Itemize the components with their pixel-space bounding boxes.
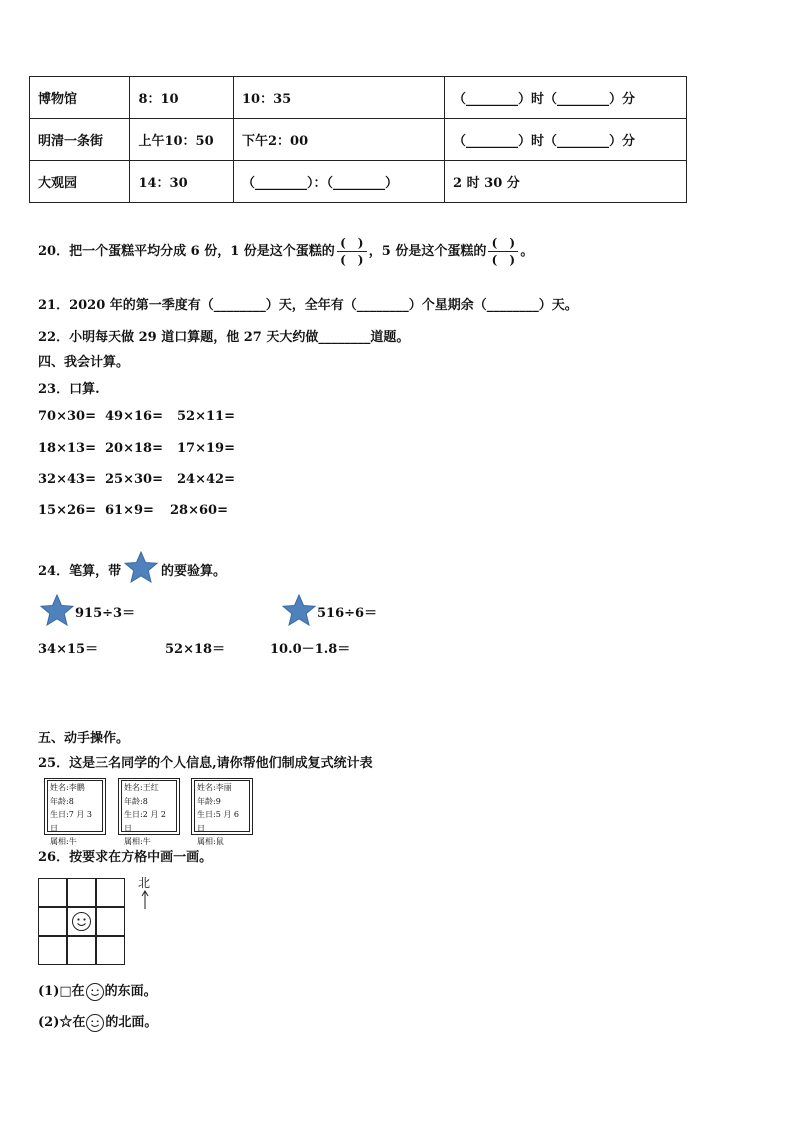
grid-cell[interactable] [38, 878, 67, 907]
star-icon [282, 594, 316, 626]
card-line: 姓名:李丽 [197, 783, 232, 792]
card-line: 年龄:8 [124, 796, 148, 806]
calc-item: 52×11= [177, 409, 235, 424]
start-cell: 14：30 [130, 161, 234, 203]
question-26-title: 26．按要求在方格中画一画。 [38, 850, 213, 865]
end-cell: 下午2：00 [234, 119, 445, 161]
q20-text-mid: ，5 份是这个蛋糕的 [368, 244, 487, 259]
item-prefix: (2)☆在 [38, 1015, 86, 1030]
duration-cell: 2 时 30 分 [445, 161, 687, 203]
question-26-item [38, 980, 157, 1002]
card-line: 生日:5 月 6 日 [197, 810, 239, 833]
star-icon [40, 594, 74, 626]
section-heading-4: 四、我会计算。 [38, 355, 130, 370]
question-20 [38, 236, 533, 267]
q20-text: 20．把一个蛋糕平均分成 6 份，1 份是这个蛋糕的 [38, 244, 335, 259]
smiley-icon [68, 908, 95, 935]
grid-cell[interactable] [67, 936, 96, 965]
calc-item: 516÷6＝ [317, 606, 378, 621]
calc-item: 15×26= [38, 503, 96, 518]
grid-cell[interactable] [96, 907, 125, 936]
item-suffix: 的东面。 [104, 984, 157, 999]
question-23-title: 23．口算. [38, 382, 100, 397]
info-card [44, 778, 106, 846]
fraction-numerator: ( ) [340, 236, 364, 250]
question-25-title: 25．这是三名同学的个人信息,请你帮他们制成复式统计表 [38, 756, 373, 771]
calc-item: 18×13= [38, 441, 96, 456]
calc-item: 17×19= [177, 441, 235, 456]
calc-item: 10.0－1.8＝ [270, 642, 351, 657]
duration-cell: （________）时（________）分 [445, 77, 687, 119]
place-cell: 明清一条街 [30, 119, 130, 161]
calc-item: 28×60= [170, 503, 228, 518]
q20-text-end: 。 [520, 244, 534, 259]
grid-cell[interactable] [38, 907, 67, 936]
info-card [118, 778, 180, 846]
calc-item: 49×16= [105, 409, 163, 424]
calc-item: 24×42= [177, 472, 235, 487]
place-cell: 大观园 [30, 161, 130, 203]
question-24-prefix: 24．笔算，带 [38, 564, 122, 579]
calc-item: 915÷3＝ [75, 606, 136, 621]
card-line: 生日:2 月 2 日 [124, 810, 166, 833]
card-line: 属相:鼠 [197, 837, 224, 846]
smiley-icon [85, 982, 105, 1002]
question-26-item [38, 1011, 157, 1033]
card-line: 生日:7 月 3 日 [50, 810, 92, 833]
fraction-numerator: ( ) [491, 236, 516, 250]
question-24-suffix: 的要验算。 [161, 564, 227, 579]
grid-cell[interactable] [96, 936, 125, 965]
calc-item: 32×43= [38, 472, 96, 487]
question-21: 21．2020 年的第一季度有（________）天，全年有（________）个星期余（________）天。 [38, 298, 578, 313]
card-line: 年龄:9 [197, 796, 221, 806]
end-cell: （________）：（________） [234, 161, 445, 203]
start-cell: 8：10 [130, 77, 234, 119]
end-cell: 10：35 [234, 77, 445, 119]
table-row [30, 161, 687, 203]
card-line: 姓名:李鹏 [50, 783, 85, 792]
grid-cell[interactable] [38, 936, 67, 965]
calc-item: 52×18＝ [165, 642, 226, 657]
duration-cell: （________）时（________）分 [445, 119, 687, 161]
question-22: 22．小明每天做 29 道口算题，他 27 天大约做________道题。 [38, 330, 410, 345]
card-line: 姓名:王红 [124, 783, 159, 792]
table-row [30, 119, 687, 161]
start-cell: 上午10：50 [130, 119, 234, 161]
card-line: 年龄:8 [50, 796, 74, 806]
fraction-denominator: ( ) [340, 253, 364, 267]
fraction-denominator: ( ) [491, 253, 516, 267]
item-prefix: (1)□在 [38, 984, 85, 999]
info-card [191, 778, 253, 846]
smiley-icon [85, 1013, 105, 1033]
item-suffix: 的北面。 [105, 1015, 158, 1030]
north-label: 北 [138, 876, 151, 890]
schedule-table [29, 76, 687, 203]
grid-cell[interactable] [67, 907, 96, 936]
grid [38, 878, 125, 965]
card-line: 属相:牛 [124, 837, 151, 846]
section-heading-5: 五、动手操作。 [38, 731, 130, 746]
grid-cell[interactable] [96, 878, 125, 907]
star-icon [124, 551, 158, 583]
calc-item: 61×9= [105, 503, 154, 518]
arrow-up-icon [140, 890, 150, 910]
place-cell: 博物馆 [30, 77, 130, 119]
calc-item: 20×18= [105, 441, 163, 456]
calc-item: 25×30= [105, 472, 163, 487]
card-line: 属相:牛 [50, 837, 77, 846]
grid-cell[interactable] [67, 878, 96, 907]
calc-item: 34×15＝ [38, 642, 99, 657]
fraction [488, 236, 518, 267]
calc-item: 70×30= [38, 409, 96, 424]
table-row [30, 77, 687, 119]
fraction [337, 236, 367, 267]
